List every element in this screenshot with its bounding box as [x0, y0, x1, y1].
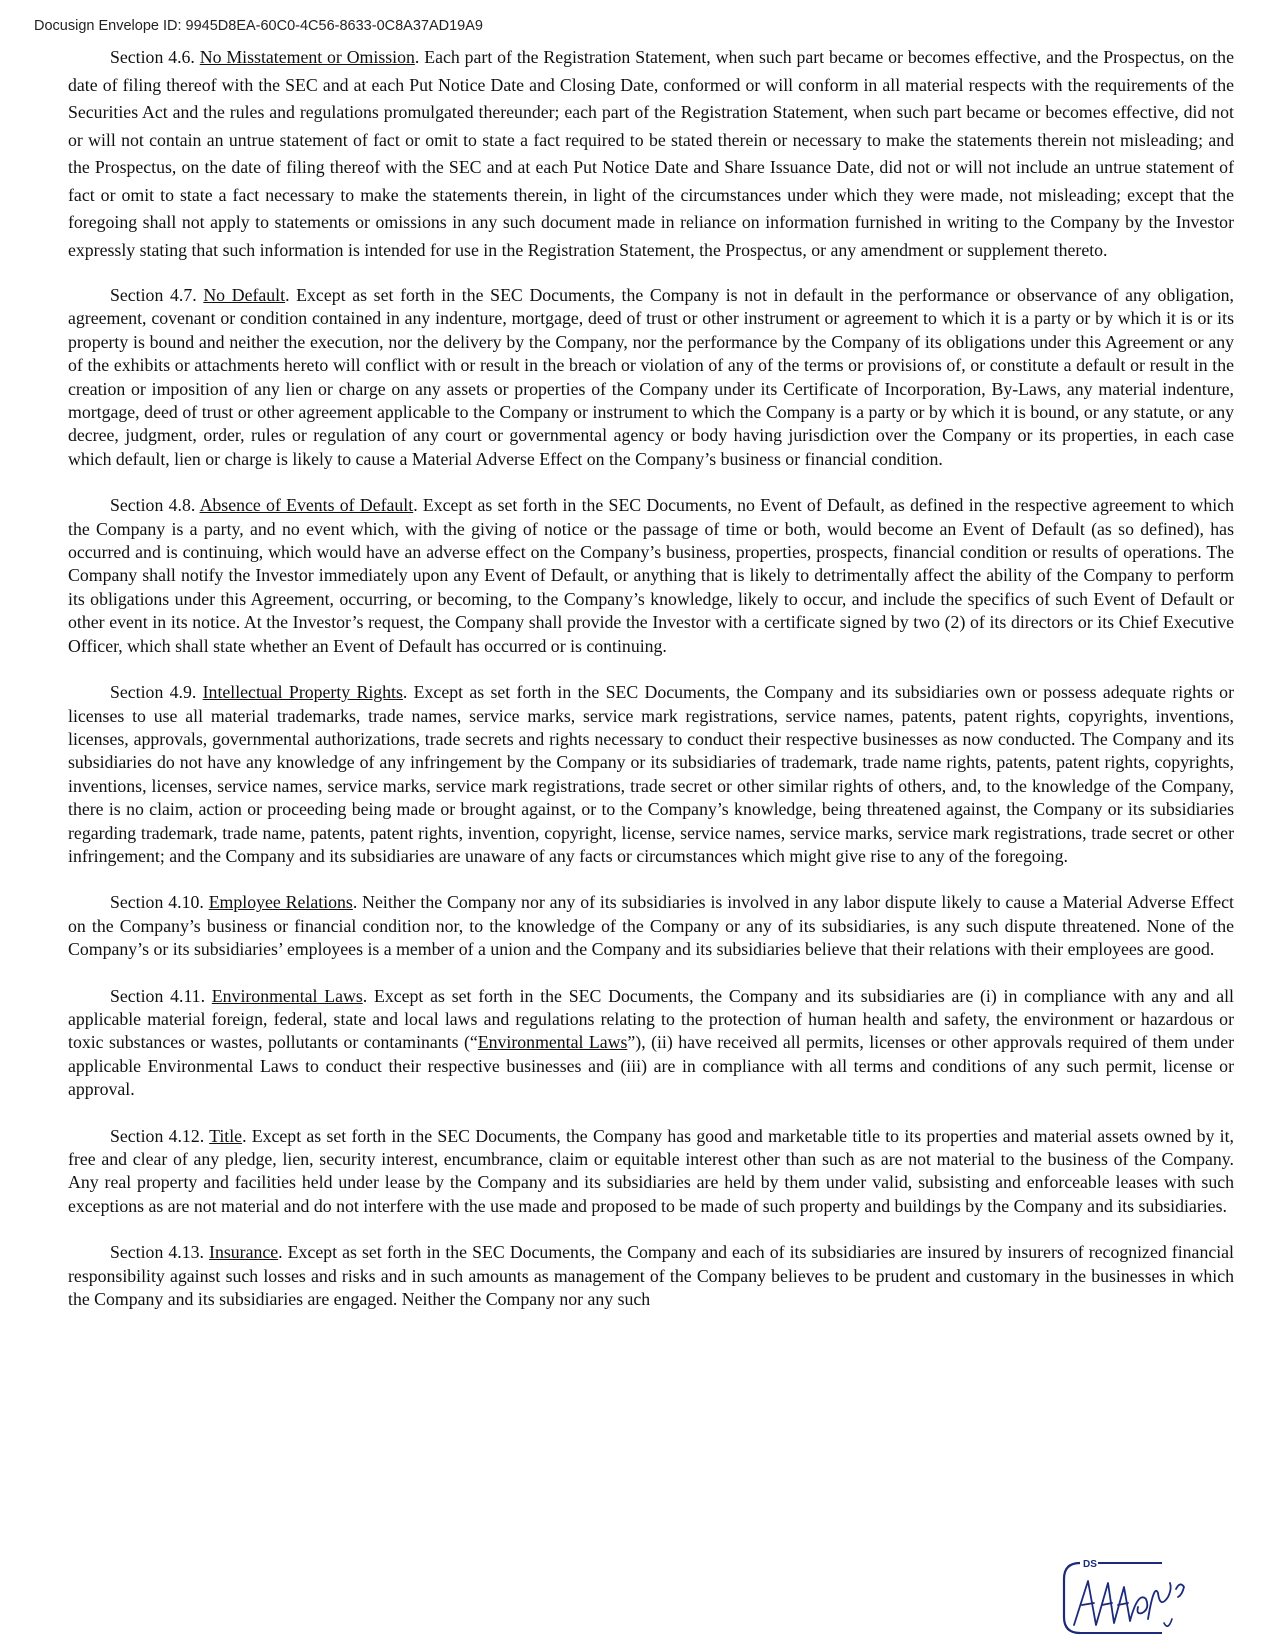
- section-heading: Employee Relations: [208, 892, 353, 913]
- section-4-12: [68, 1125, 1234, 1219]
- section-4-11: [68, 985, 1234, 1102]
- section-number: Section 4.13.: [110, 1242, 210, 1263]
- section-4-13: [68, 1241, 1234, 1311]
- section-number: Section 4.10.: [110, 892, 209, 913]
- section-number: Section 4.7.: [110, 285, 204, 305]
- section-number: Section 4.6.: [110, 47, 200, 67]
- section-text: . Except as set forth in the SEC Documents, no Event of Default, as defined in the respective agreement to which the Company is a party, and no event which, with the giving of notice or the passage of time or both, would become an Event of Default (as so defined), has occurred and is continuing, which would have an adverse effect on the Company’s business, properties, prospects, financial condition or results of operations. The Company shall notify the Investor immediately upon any Event of Default, or anything that is likely to detrimentally affect the ability of the Company to perform its obligations under this Agreement, occurring, or becoming, to the Company’s knowledge, likely to occur, and include the specifics of such Event of Default or other event in its notice. At the Investor’s request, the Company shall provide the Investor with a certificate signed by two (2) of its directors or its Chief Executive Officer, which shall state whether an Event of Default has occurred or is continuing.: [68, 495, 1234, 656]
- section-text: . Except as set forth in the SEC Documents, the Company and each of its subsidiaries are insured by insurers of recognized financial responsibility against such losses and risks and in such amounts as management of the Company believes to be prudent and customary in the businesses in which the Company and its subsidiaries are engaged. Neither the Company nor any such: [68, 1242, 1234, 1310]
- section-4-7: [68, 284, 1234, 471]
- section-heading: Environmental Laws: [211, 985, 363, 1006]
- section-text: . Except as set forth in the SEC Documents, the Company and its subsidiaries own or possess adequate rights or licenses to use all material trademarks, trade names, service marks, service mark registrations, service names, patents, patent rights, copyrights, inventions, licenses, approvals, governmental authorizations, trade secrets and rights necessary to conduct their respective businesses as now conducted. The Company and its subsidiaries do not have any knowledge of any infringement by the Company or its subsidiaries of trademark, trade name rights, patents, patent rights, copyrights, inventions, licenses, service names, service marks, service mark registrations, trade secret or other similar rights of others, and, to the knowledge of the Company, there is no claim, action or proceeding being made or brought against, or to the Company’s knowledge, being threatened against, the Company or its subsidiaries regarding trademark, trade name, patents, patent rights, invention, copyright, license, service names, service marks, service mark registrations, trade secret or other infringement; and the Company and its subsidiaries are unaware of any facts or circumstances which might give rise to any of the foregoing.: [68, 682, 1234, 866]
- section-heading: Absence of Events of Default: [199, 495, 414, 516]
- initials-tail: [1164, 1619, 1172, 1626]
- section-4-8: [68, 494, 1234, 658]
- section-text: . Except as set forth in the SEC Documents, the Company is not in default in the performance or observance of any obligation, agreement, covenant or condition contained in any indenture, mortgage, deed of trust or other instrument or agreement to which it is a party or by which it is or its property is bound and neither the execution, nor the delivery by the Company, nor the performance by the Company of its obligations under this Agreement or any of the exhibits or attachments hereto will conflict with or result in the breach or violation of any of the terms or provisions of, or constitute a default or result in the creation or imposition of any lien or charge on any assets or properties of the Company under its Certificate of Incorporation, By-Laws, any material indenture, mortgage, deed of trust or other agreement applicable to the Company or instrument to which the Company is a party or by which it is bound, or any statute, or any decree, judgment, order, rules or regulation of any court or governmental agency or body having jurisdiction over the Company or its properties, in each case which default, lien or charge is likely to cause a Material Adverse Effect on the Company’s business or financial condition.: [68, 285, 1234, 469]
- section-4-6: [68, 44, 1234, 264]
- section-heading: No Default: [203, 285, 286, 305]
- document-body: [68, 44, 1234, 1311]
- section-text: . Except as set forth in the SEC Documents, the Company has good and marketable title to its properties and material assets owned by it, free and clear of any pledge, lien, security interest, encumbrance, claim or equitable interest other than such as are not material to the business of the Company. Any real property and facilities held under lease by the Company and its subsidiaries are held by them under valid, subsisting and enforceable leases with such exceptions as are not material and do not interfere with the use made and proposed to be made of such property and buildings by the Company and its subsidiaries.: [68, 1125, 1234, 1216]
- section-text: . Except as set forth in the SEC Documents, the Company and its subsidiaries are (i) in compliance with any and all applicable material foreign, federal, state and local laws and regulations relating to the protection of human health and safety, the environment or hazardous or toxic substances or wastes, pollutants or contaminants (“: [68, 985, 1234, 1053]
- section-text: . Each part of the Registration Statement, when such part became or becomes effective, and the Prospectus, on the date of filing thereof with the SEC and at each Put Notice Date and Closing Date, conformed or will conform in all material respects with the requirements of the Securities Act and the rules and regulations promulgated thereunder; each part of the Registration Statement, when such part became or becomes effective, did not or will not contain an untrue statement of fact or omit to state a fact required to be stated therein or necessary to make the statements therein not misleading; and the Prospectus, on the date of filing thereof with the SEC and at each Put Notice Date and Share Issuance Date, did not or will not include an untrue statement of fact or omit to state a fact necessary to make the statements therein, in light of the circumstances under which they were made, not misleading; except that the foregoing shall not apply to statements or omissions in any such document made in reliance on information furnished in writing to the Company by the Investor expressly stating that such information is intended for use in the Registration Statement, the Prospectus, or any amendment or supplement thereto.: [68, 47, 1234, 260]
- section-heading: Intellectual Property Rights: [202, 682, 403, 703]
- defined-term: Environmental Laws: [477, 1032, 628, 1053]
- section-text: . Neither the Company nor any of its subsidiaries is involved in any labor dispute likely to cause a Material Adverse Effect on the Company’s business or financial condition nor, to the knowledge of the Company or any of its subsidiaries, is any such dispute threatened. None of the Company’s or its subsidiaries’ employees is a member of a union and the Company and its subsidiaries believe that their relations with their employees are good.: [68, 892, 1234, 960]
- handwritten-initials: [1074, 1581, 1184, 1625]
- section-number: Section 4.9.: [110, 682, 203, 703]
- section-4-10: [68, 891, 1234, 961]
- section-4-9: [68, 681, 1234, 868]
- section-heading: No Misstatement or Omission: [199, 47, 415, 67]
- section-heading: Insurance: [209, 1242, 279, 1263]
- section-heading: Title: [209, 1125, 243, 1146]
- section-number: Section 4.11.: [110, 985, 212, 1006]
- section-text-continued: ”), (ii) have received all permits, licenses or other approvals required of them under applicable Environmental Laws to conduct their respective businesses and (iii) are in compliance with all terms and conditions of any such permit, license or approval.: [68, 1032, 1235, 1100]
- docusign-envelope-id: Docusign Envelope ID: 9945D8EA-60C0-4C56-8633-0C8A37AD19A9: [34, 18, 483, 34]
- section-number: Section 4.12.: [110, 1125, 210, 1146]
- stamp-bracket: [1064, 1563, 1080, 1633]
- ds-tag: DS: [1083, 1559, 1097, 1570]
- section-number: Section 4.8.: [110, 495, 200, 516]
- docusign-initials-stamp: [1052, 1553, 1217, 1643]
